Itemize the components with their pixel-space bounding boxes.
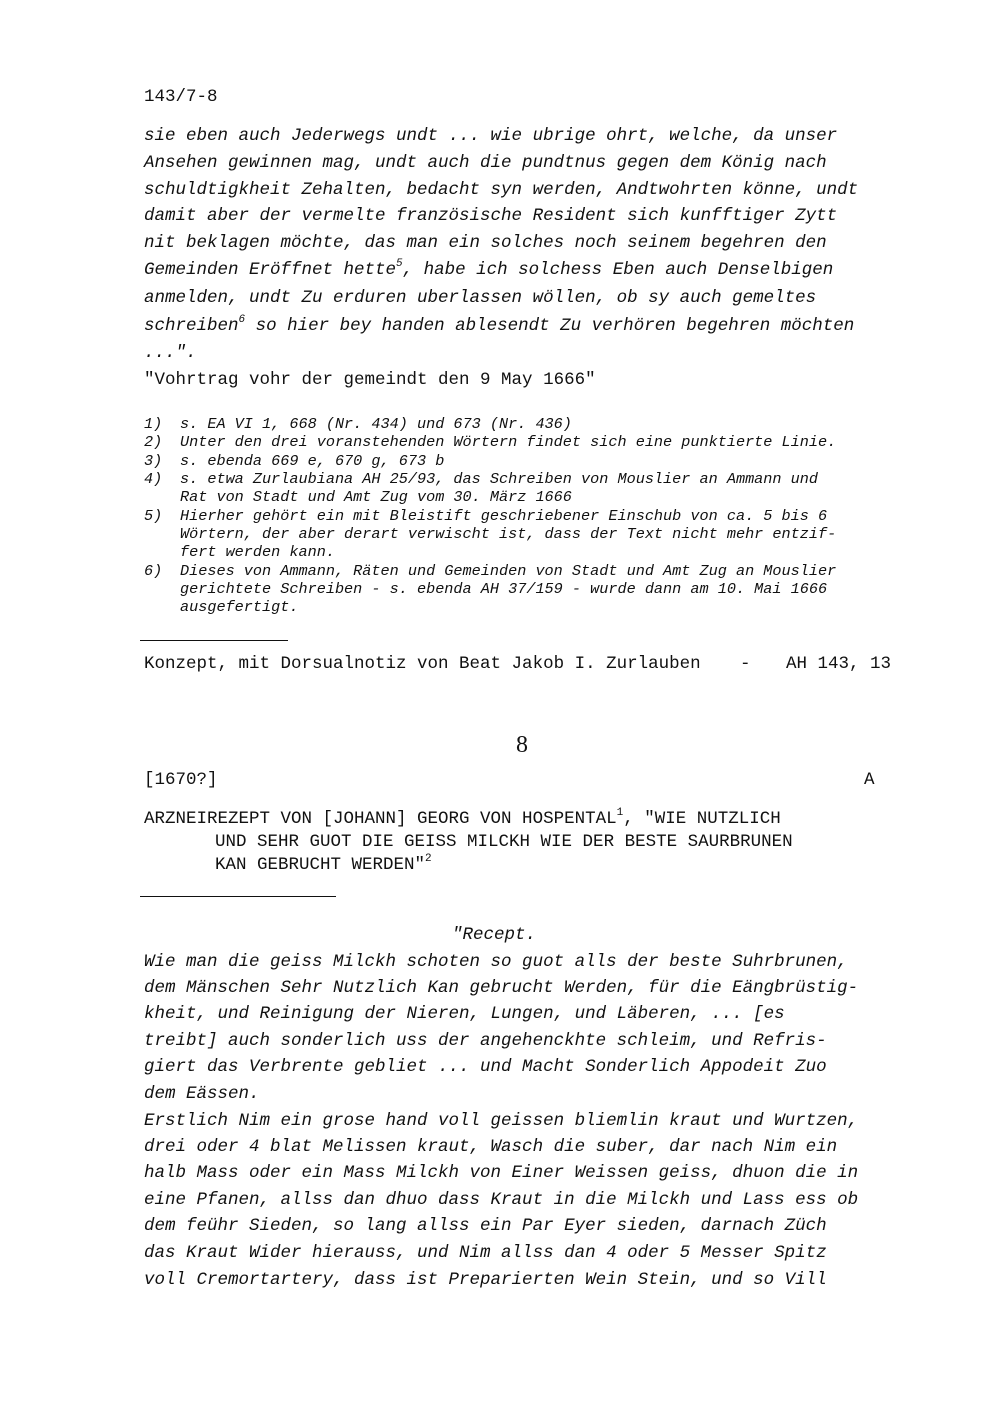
text-line: schuldtigkheit Zehalten, bedacht syn werden, Andtwohrten könne, undt (144, 180, 859, 200)
text-line (144, 316, 854, 336)
footnote-number: 2) (144, 433, 163, 451)
text-line: giert das Verbrente gebliet ... und Macht Sonderlich Appodeit Zuo (144, 1057, 827, 1077)
title-line: UND SEHR GUOT DIE GEISS MILCKH WIE DER BESTE SAURBRUNEN (215, 832, 793, 852)
text-line: anmelden, undt Zu erduren uberlassen wöllen, ob sy auch gemeltes (144, 288, 817, 308)
footnote-text: Dieses von Ammann, Räten und Gemeinden von Stadt und Amt Zug an Mouslier (180, 562, 837, 580)
footnote-text: Unter den drei voranstehenden Wörtern findet sich eine punktierte Linie. (180, 433, 837, 451)
footnote-text: gerichtete Schreiben - s. ebenda AH 37/159 - wurde dann am 10. Mai 1666 (180, 580, 828, 598)
text-line: ...". (144, 343, 197, 363)
text-segment: , "WIE NUTZLICH (623, 809, 781, 829)
document-date: [1670?] (144, 770, 218, 790)
text-line (144, 260, 833, 280)
text-line: sie eben auch Jederwegs undt ... wie ubrige ohrt, welche, da unser (144, 126, 838, 146)
text-line: treibt] auch sonderlich uss der angehenckhte schleim, und Refris- (144, 1031, 827, 1051)
text-line: dem feühr Sieden, so lang allss ein Par Eyer sieden, darnach Züch (144, 1216, 827, 1236)
text-line: das Kraut Wider hierauss, und Nim allss dan 4 oder 5 Messer Spitz (144, 1243, 827, 1263)
footnote-text: Wörtern, der aber derart verwischt ist, dass der Text nicht mehr entzif- (180, 525, 837, 543)
footnote-text: Hierher gehört ein mit Bleistift geschriebener Einschub von ca. 5 bis 6 (180, 507, 828, 525)
text-line: nit beklagen möchte, das man ein solches noch seinem begehren den (144, 233, 827, 253)
footnote-number: 5) (144, 507, 163, 525)
text-line: dem Mänschen Sehr Nutzlich Kan gebrucht Werden, für die Eängbrüstig- (144, 978, 859, 998)
footnote-text: s. ebenda 669 e, 670 g, 673 b (180, 452, 445, 470)
source-note: Konzept, mit Dorsualnotiz von Beat Jakob I. Zurlauben (144, 654, 701, 674)
source-note-dash: - (740, 654, 751, 674)
separator-rule (140, 640, 288, 641)
text-line: eine Pfanen, allss dan dhuo dass Kraut in die Milckh und Lass ess ob (144, 1190, 859, 1210)
document-type: A (864, 770, 875, 790)
text-line: kheit, und Reinigung der Nieren, Lungen, und Läberen, ... [es (144, 1004, 785, 1024)
footnote-text: s. etwa Zurlaubiana AH 25/93, das Schreiben von Mouslier an Ammann und (180, 470, 818, 488)
text-line: Erstlich Nim ein grose hand voll geissen bliemlin kraut und Wurtzen, (144, 1111, 859, 1131)
text-line: Wie man die geiss Milckh schoten so guot alls der beste Suhrbrunen, (144, 952, 848, 972)
text-line: Ansehen gewinnen mag, undt auch die pundtnus gegen dem König nach (144, 153, 827, 173)
recept-heading: "Recept. (452, 925, 537, 945)
text-line: halb Mass oder ein Mass Milckh von Einer Weissen geiss, dhuon die in (144, 1163, 859, 1183)
footnote-text: Rat von Stadt und Amt Zug vom 30. März 1666 (180, 488, 572, 506)
text-segment: KAN GEBRUCHT WERDEN" (215, 855, 426, 875)
text-line: voll Cremortartery, dass ist Preparierten Wein Stein, und so Vill (144, 1270, 827, 1290)
footnote-number: 6) (144, 562, 163, 580)
text-segment: ARZNEIREZEPT VON [JOHANN] GEORG VON HOSPENTAL (144, 809, 617, 829)
title-line (215, 855, 432, 875)
document-number: 8 (516, 732, 528, 758)
footnote-ref: 5 (396, 258, 403, 271)
footnote-ref: 1 (616, 807, 624, 820)
text-segment: so hier bey handen ablesendt Zu verhören begehren möchten (245, 316, 855, 336)
footnote-ref: 2 (425, 853, 432, 866)
footnote-number: 1) (144, 415, 163, 433)
footnote-number: 4) (144, 470, 163, 488)
title-line (144, 809, 781, 829)
text-line: drei oder 4 blat Melissen kraut, Wasch die suber, dar nach Nim ein (144, 1137, 838, 1157)
footnote-text: fert werden kann. (180, 543, 335, 561)
footnote-text: s. EA VI 1, 668 (Nr. 434) und 673 (Nr. 436) (180, 415, 572, 433)
source-signature: AH 143, 13 (786, 654, 892, 674)
vortrag-note: "Vohrtrag vohr der gemeindt den 9 May 1666" (144, 370, 596, 390)
text-segment: schreiben (144, 316, 239, 336)
footnote-text: ausgefertigt. (180, 598, 299, 616)
footnote-ref: 6 (238, 314, 246, 327)
text-line: damit aber der vermelte französische Resident sich kunfftiger Zytt (144, 206, 838, 226)
text-line: dem Eässen. (144, 1084, 260, 1104)
page-reference: 143/7-8 (144, 87, 218, 107)
footnote-number: 3) (144, 452, 163, 470)
text-segment: , habe ich solchess Eben auch Denselbigen (402, 260, 834, 280)
separator-rule (140, 896, 336, 897)
text-segment: Gemeinden Eröffnet hette (144, 260, 397, 280)
